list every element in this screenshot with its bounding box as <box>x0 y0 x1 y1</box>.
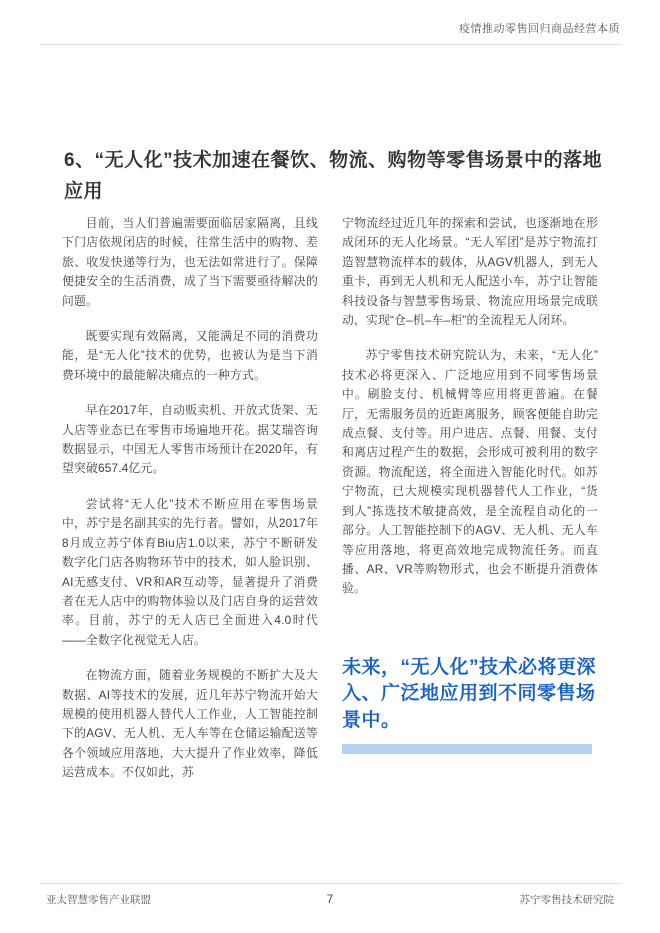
chapter-title: 6、“无人化”技术加速在餐饮、物流、购物等零售场景中的落地应用 <box>64 149 603 202</box>
paragraph: 在物流方面，随着业务规模的不断扩大及大数据、AI等技术的发展，近几年苏宁物流开始大规模的使用机器人替代人工作业，人工智能控制下的AGV、无人机、无人车等在仓储运输配送等各个领域应用落地，大大提升了作业效率，降低运营成本。不仅如此，苏 <box>62 668 318 780</box>
running-title: 疫情推动零售回归商品经营本质 <box>459 23 620 35</box>
pull-quote: 未来，“无人化”技术必将更深入、广泛地应用到不同零售场景中。 <box>342 656 597 731</box>
paragraph: 既要实现有效隔离，又能满足不同的消费功能，是“无人化”技术的优势，也被认为是当下消费环境中的最能解决痛点的一种方式。 <box>62 329 318 382</box>
body-columns <box>62 214 598 799</box>
right-column <box>342 214 598 799</box>
footer-left-text: 亚太智慧零售产业联盟 <box>46 894 151 906</box>
page-header <box>40 0 620 45</box>
paragraph: 早在2017年，自动贩卖机、开放式货架、无人店等业态已在零售市场遍地开花。据艾瑞咨询数据显示，中国无人零售市场预计在2020年，有望突破657.4亿元。 <box>62 403 318 476</box>
paragraph: 苏宁零售技术研究院认为，未来，“无人化”技术必将更深入、广泛地应用到不同零售场景中。刷脸支付、机械臂等应用将更普遍。在餐厅，无需服务员的近距离服务，顾客便能自助完成点餐、支付等。用户进店、点餐、用餐、支付和离店过程产生的数据，会形成可被利用的数字资源。物流配送，将全面进入智能化时代。如苏宁物流，已大规模实现机器替代人工作业，“货到人”拣选技术敏捷高效，是全流程自动化的一部分。人工智能控制下的AGV、无人机、无人车等应用落地，将更高效地完成物流任务。而直播、AR、VR等购物形式，也会不断提升消费体验。 <box>342 348 598 596</box>
paragraph: 目前，当人们普遍需要面临居家隔离，且线下门店依规闭店的时候，往常生活中的购物、差旅、收发快递等行为，也无法如常进行了。保障便捷安全的生活消费，成了当下需要亟待解决的问题。 <box>62 216 318 308</box>
footer-row <box>40 892 620 907</box>
left-column <box>62 214 318 799</box>
footer-right-text: 苏宁零售技术研究院 <box>519 894 614 906</box>
page-footer <box>40 883 620 907</box>
quote-accent-bar <box>342 744 592 754</box>
page-number: 7 <box>326 893 334 906</box>
paragraph: 尝试将“无人化”技术不断应用在零售场景中，苏宁是名副其实的先行者。譬如，从2017年8月成立苏宁体育Biu店1.0以来，苏宁不断研发数字化门店各购物环节中的技术，如人脸识别、AI无感支付、VR和AR互动等，显著提升了消费者在无人店中的购物体验以及门店自身的运营效率。目前，苏宁的无人店已全面进入4.0时代——全数字化视觉无人店。 <box>62 496 318 647</box>
paragraph-continuation: 宁物流经过近几年的探索和尝试，也逐渐地在形成闭环的无人化场景。“无人军团”是苏宁物流打造智慧物流样本的载体，从AGV机器人，到无人重卡，再到无人机和无人配送小车，苏宁让智能科技设备与智慧零售场景、物流应用场景完成联动，实现“仓–机–车–柜”的全流程无人闭环。 <box>342 216 598 328</box>
